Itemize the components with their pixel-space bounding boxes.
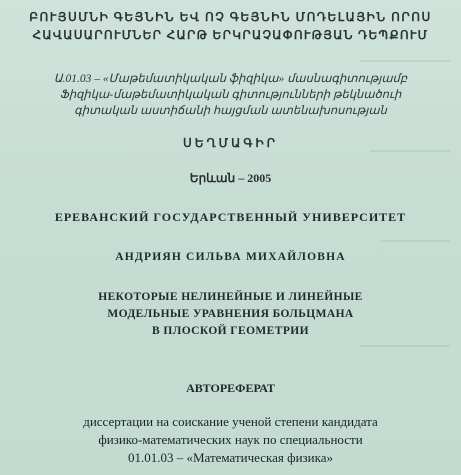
dissertation-line-2: физико-математических наук по специальности — [98, 432, 363, 447]
bleed-through-mark — [370, 150, 450, 152]
armenian-summary-heading: ՍԵՂՄԱԳԻՐ — [183, 136, 278, 150]
abstract-heading: АВТОРЕФЕРАТ — [186, 381, 275, 395]
dissertation-line-1: диссертации на соискание ученой степени кандидата — [83, 414, 378, 429]
author-name: АНДРИЯН СИЛЬВА МИХАЙЛОВНА — [115, 251, 346, 263]
thesis-title-line-3: В ПЛОСКОЙ ГЕОМЕТРИИ — [152, 325, 309, 337]
armenian-annotation-line-2: Ֆիզիկա-մաթեմատիկական գիտությունների թեկնածուի — [59, 89, 402, 101]
bleed-through-mark — [360, 345, 450, 347]
dissertation-line-3: 01.01.03 – «Математическая физика» — [127, 450, 334, 465]
thesis-title-line-2: МОДЕЛЬНЫЕ УРАВНЕНИЯ БОЛЬЦМАНА — [107, 308, 354, 320]
armenian-annotation-line-1: Ա.01.03 – «Մաթեմատիկական ֆիզիկա» մասնագիտությամբ — [53, 73, 408, 85]
armenian-title-line-2: ՀԱՎԱՍԱՐՈՒՄՆԵՐ ՀԱՐԹ ԵՐԿՐԱՉԱՓՈՒԹՅԱՆ ԴԵՊՔՈՒՄ — [32, 28, 429, 42]
thesis-title-line-1: НЕКОТОРЫЕ НЕЛИНЕЙНЫЕ И ЛИНЕЙНЫЕ — [98, 291, 363, 303]
armenian-annotation-line-3: գիտական աստիճանի հայցման ատենախոսության — [74, 105, 387, 117]
bleed-through-mark — [380, 240, 450, 242]
university-name: ЕРЕВАНСКИЙ ГОСУДАРСТВЕННЫЙ УНИВЕРСИТЕТ — [54, 210, 407, 224]
armenian-city-year: Երևան – 2005 — [189, 171, 272, 185]
bleed-through-mark — [360, 60, 450, 62]
armenian-title-line-1: ԲՈՒՅՍՄՆԻ ԳԵՅՆԻՆ ԵՎ ՈՉ ԳԵՅՆԻՆ ՄՈԴԵԼԱՅԻՆ ՈՐՈՍ — [29, 10, 432, 24]
